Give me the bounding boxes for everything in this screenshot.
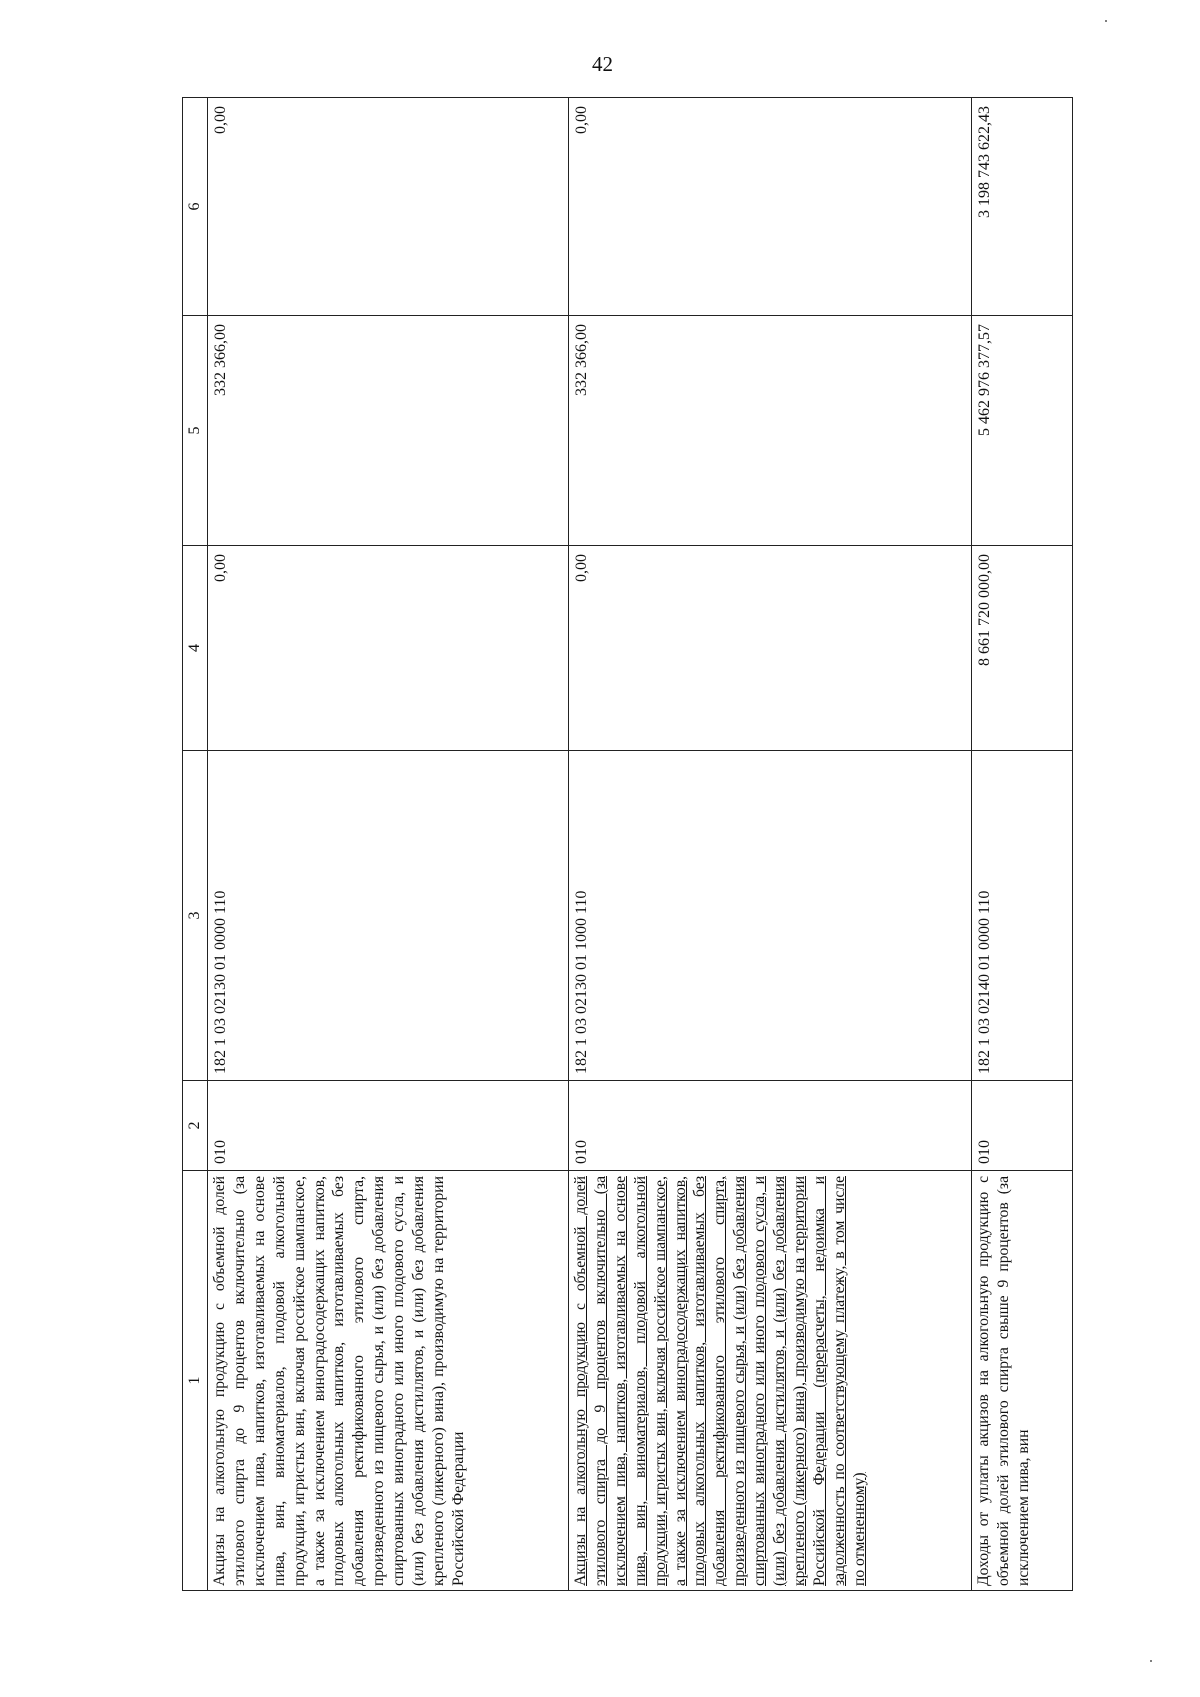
table-row bbox=[569, 98, 972, 1591]
row-description: Доходы от уплаты акцизов на алкогольную продукцию с объемной долей этилового спирта свыше 9 процентов (за исключением пива, вин bbox=[972, 1171, 1073, 1591]
revenue-table bbox=[182, 97, 1073, 1591]
scan-speck bbox=[1150, 1660, 1152, 1662]
header-cell: 1 bbox=[183, 1171, 208, 1591]
scan-speck bbox=[1105, 20, 1107, 22]
row-value-col6: 3 198 743 622,43 bbox=[972, 98, 1073, 316]
row-value-col4: 8 661 720 000,00 bbox=[972, 546, 1073, 751]
row-value-col5: 332 366,00 bbox=[208, 316, 569, 546]
row-budget-code: 182 1 03 02130 01 1000 110 bbox=[569, 751, 972, 1081]
rotated-table-container bbox=[182, 98, 1050, 1591]
table-row bbox=[972, 98, 1073, 1591]
header-cell: 3 bbox=[183, 751, 208, 1081]
header-cell: 4 bbox=[183, 546, 208, 751]
row-line-code: 010 bbox=[208, 1081, 569, 1171]
header-cell: 5 bbox=[183, 316, 208, 546]
row-value-col4: 0,00 bbox=[569, 546, 972, 751]
row-description: Акцизы на алкогольную продукцию с объемной долей этилового спирта до 9 процентов включительно (за исключением пива, напитков, изготавливаемых на основе пива, вин, виноматериалов, плодовой алкогольной продукции, игристых вин, включая российское шампанское, а также за исключением виноградосодержащих напитков, плодовых алкогольных напитков, изготавливаемых без добавления ректификованного этилового спирта, произведенного из пищевого сырья, и (или) без добавления спиртованных виноградного или иного плодового сусла, и (или) без добавления дистиллятов, и (или) без добавления крепленого (ликерного) вина), производимую на территории Российской Федерации (перерасчеты, недоимка и задолженность по соответствующему платежу, в том числе по отмененному) bbox=[569, 1171, 972, 1591]
header-cell: 6 bbox=[183, 98, 208, 316]
row-budget-code: 182 1 03 02140 01 0000 110 bbox=[972, 751, 1073, 1081]
header-cell: 2 bbox=[183, 1081, 208, 1171]
row-value-col5: 332 366,00 bbox=[569, 316, 972, 546]
header-row bbox=[183, 98, 208, 1591]
row-value-col4: 0,00 bbox=[208, 546, 569, 751]
table-row bbox=[208, 98, 569, 1591]
page-number: 42 bbox=[592, 52, 613, 76]
row-value-col5: 5 462 976 377,57 bbox=[972, 316, 1073, 546]
row-line-code: 010 bbox=[972, 1081, 1073, 1171]
row-value-col6: 0,00 bbox=[208, 98, 569, 316]
row-description: Акцизы на алкогольную продукцию с объемной долей этилового спирта до 9 процентов включительно (за исключением пива, напитков, изготавливаемых на основе пива, вин, виноматериалов, плодовой алкогольной продукции, игристых вин, включая российское шампанское, а также за исключением виноградосодержащих напитков, плодовых алкогольных напитков, изготавливаемых без добавления ректификованного этилового спирта, произведенного из пищевого сырья, и (или) без добавления спиртованных виноградного или иного плодового сусла, и (или) без добавления дистиллятов, и (или) без добавления крепленого (ликерного) вина), производимую на территории Российской Федерации bbox=[208, 1171, 569, 1591]
row-value-col6: 0,00 bbox=[569, 98, 972, 316]
row-line-code: 010 bbox=[569, 1081, 972, 1171]
row-budget-code: 182 1 03 02130 01 0000 110 bbox=[208, 751, 569, 1081]
